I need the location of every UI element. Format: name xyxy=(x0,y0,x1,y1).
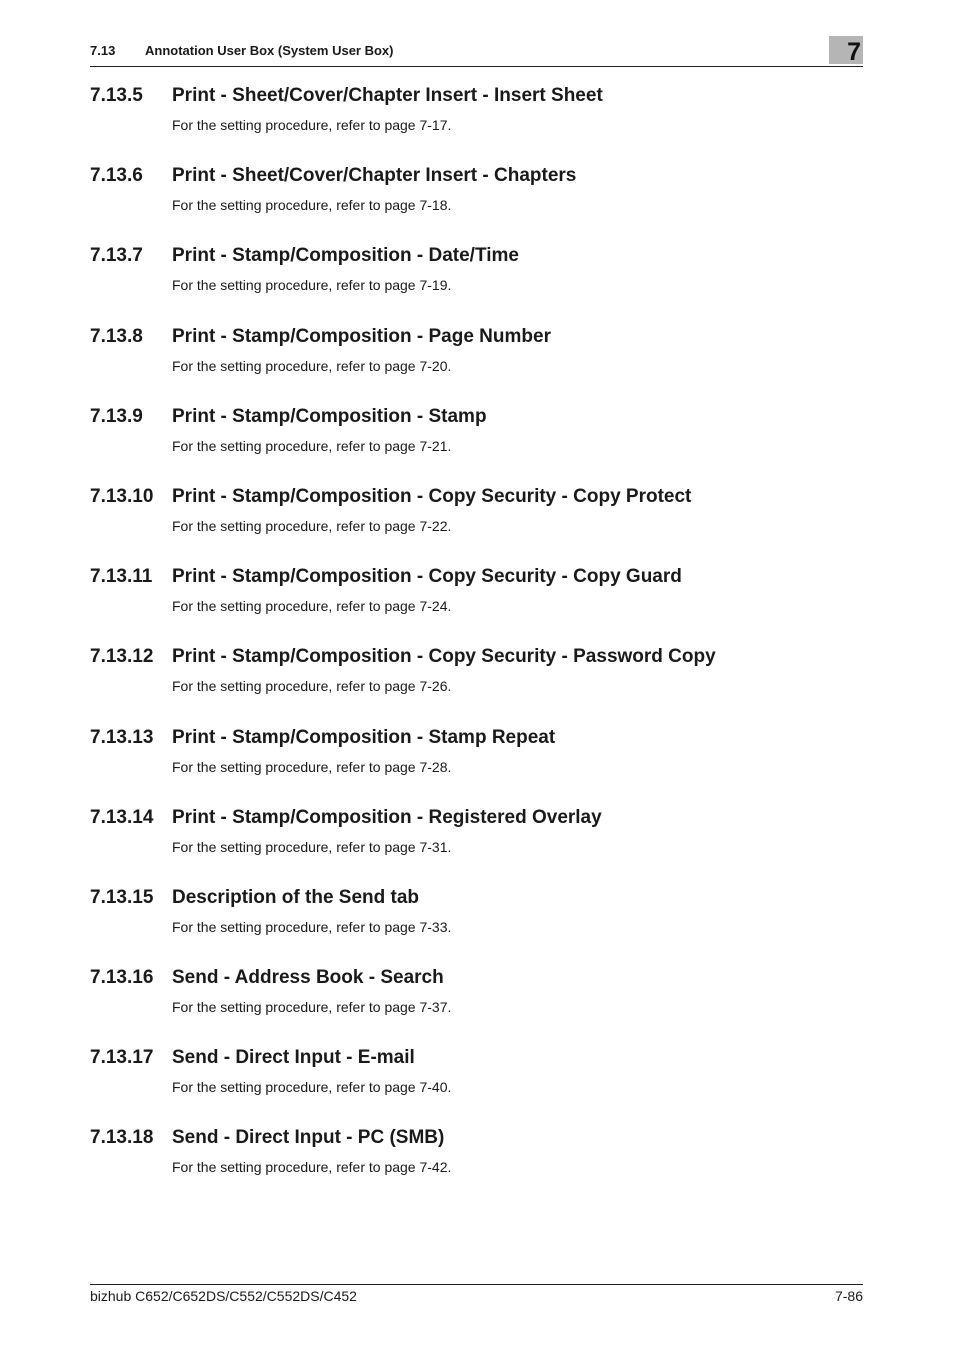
section-number: 7.13.16 xyxy=(90,967,154,989)
section-text: For the setting procedure, refer to page 7-28. xyxy=(172,758,452,775)
section-title: Send - Address Book - Search xyxy=(172,967,444,989)
header-section-number: 7.13 xyxy=(90,43,116,58)
section xyxy=(90,164,863,244)
section xyxy=(90,405,863,485)
section xyxy=(90,886,863,966)
section-text: For the setting procedure, refer to page 7-42. xyxy=(172,1159,452,1176)
section-text: For the setting procedure, refer to page 7-20. xyxy=(172,357,452,374)
section-title: Send - Direct Input - PC (SMB) xyxy=(172,1127,445,1149)
section-title: Print - Stamp/Composition - Copy Security - Copy Guard xyxy=(172,566,682,588)
footer-page-number: 7-86 xyxy=(834,1288,863,1304)
section-title: Print - Stamp/Composition - Page Number xyxy=(172,325,551,347)
section xyxy=(90,645,863,725)
section-text: For the setting procedure, refer to page 7-33. xyxy=(172,918,452,935)
section xyxy=(90,966,863,1046)
section xyxy=(90,1046,863,1126)
section-text: For the setting procedure, refer to page 7-24. xyxy=(172,598,452,615)
section-text: For the setting procedure, refer to page 7-31. xyxy=(172,838,452,855)
section-title: Print - Stamp/Composition - Stamp xyxy=(172,405,487,427)
section-title: Print - Sheet/Cover/Chapter Insert - Insert Sheet xyxy=(172,85,603,106)
section-text: For the setting procedure, refer to page 7-40. xyxy=(172,1079,452,1096)
footer-model: bizhub C652/C652DS/C552/C552DS/C452 xyxy=(90,1288,357,1304)
chapter-number: 7 xyxy=(847,38,861,66)
section-number: 7.13.13 xyxy=(90,726,154,748)
page-footer xyxy=(90,1284,863,1304)
header-section-title: Annotation User Box (System User Box) xyxy=(145,43,394,58)
section-text: For the setting procedure, refer to page 7-17. xyxy=(172,117,452,133)
section-text: For the setting procedure, refer to page 7-21. xyxy=(172,437,452,454)
section-number: 7.13.14 xyxy=(90,806,154,828)
section-title: Print - Stamp/Composition - Copy Security - Copy Protect xyxy=(172,485,692,507)
chapter-tab xyxy=(829,36,863,64)
section-number: 7.13.17 xyxy=(90,1047,154,1069)
section xyxy=(90,806,863,886)
section-text: For the setting procedure, refer to page 7-22. xyxy=(172,517,452,534)
section-number: 7.13.10 xyxy=(90,485,154,507)
section-number: 7.13.15 xyxy=(90,886,154,908)
page-header xyxy=(90,36,863,67)
section-number: 7.13.12 xyxy=(90,646,154,668)
section-text: For the setting procedure, refer to page 7-18. xyxy=(172,197,452,214)
section-number: 7.13.5 xyxy=(90,85,143,106)
section-text: For the setting procedure, refer to page 7-19. xyxy=(172,277,452,294)
section xyxy=(90,84,863,164)
section-list xyxy=(90,84,863,1207)
section-number: 7.13.6 xyxy=(90,165,143,187)
section-title: Description of the Send tab xyxy=(172,886,420,908)
section-title: Print - Stamp/Composition - Copy Security - Password Copy xyxy=(172,646,716,668)
section-title: Print - Stamp/Composition - Date/Time xyxy=(172,245,519,267)
section-title: Print - Stamp/Composition - Stamp Repeat xyxy=(172,726,556,748)
section-number: 7.13.9 xyxy=(90,405,143,427)
section xyxy=(90,565,863,645)
section-title: Print - Sheet/Cover/Chapter Insert - Chapters xyxy=(172,165,577,187)
section-title: Send - Direct Input - E-mail xyxy=(172,1047,415,1069)
section xyxy=(90,726,863,806)
section xyxy=(90,1126,863,1206)
section-number: 7.13.8 xyxy=(90,325,143,347)
section xyxy=(90,325,863,405)
section xyxy=(90,485,863,565)
section-text: For the setting procedure, refer to page 7-37. xyxy=(172,999,452,1016)
section-title: Print - Stamp/Composition - Registered Overlay xyxy=(172,806,602,828)
section-number: 7.13.18 xyxy=(90,1127,154,1149)
section xyxy=(90,244,863,324)
section-text: For the setting procedure, refer to page 7-26. xyxy=(172,678,452,695)
section-number: 7.13.7 xyxy=(90,245,143,267)
section-number: 7.13.11 xyxy=(90,566,153,588)
